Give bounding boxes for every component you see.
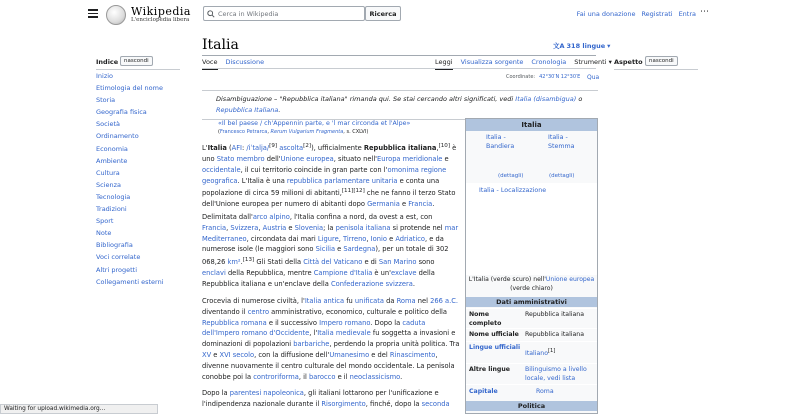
flag-details-link[interactable]: (dettagli) xyxy=(498,173,524,179)
infobox-row xyxy=(466,328,597,341)
appearance-divider xyxy=(614,69,698,70)
coordinates-map-link[interactable]: Qua xyxy=(587,74,600,81)
toc-divider xyxy=(96,69,180,70)
infobox-row xyxy=(466,363,597,384)
language-icon: 文A xyxy=(553,42,565,50)
page-title: Italia xyxy=(202,37,239,53)
row-value-link[interactable]: Bilinguismo a livello locale, vedi lista xyxy=(525,366,587,382)
intro-paragraph-4: Dopo la parentesi napoleonica, gli italiani lottarono per l'unificazione e l'indipendenza nazionale durante il Risorgimento, finché, dopo la seconda xyxy=(202,389,450,408)
row-key-link[interactable]: Capitale xyxy=(469,388,498,395)
capital-link[interactable]: Roma xyxy=(536,388,554,395)
row-value: Italiano[1] xyxy=(525,348,556,358)
languages-button[interactable] xyxy=(553,41,610,50)
quote-ref: s. CXLVI xyxy=(346,129,367,135)
infobox xyxy=(465,118,598,414)
hatnote-text: Disambiguazione – "Repubblica italiana" rimanda qui. Se stai cercando altri significati, vedi xyxy=(216,95,514,103)
toc-item[interactable]: Società xyxy=(96,120,121,129)
logo-tagline: L'enciclopedia libera xyxy=(131,17,190,23)
more-options-icon[interactable]: ⋯ xyxy=(700,7,709,17)
chevron-down-icon: ▾ xyxy=(607,41,611,50)
search-button[interactable]: Ricerca xyxy=(365,6,401,21)
toc-item[interactable]: Tradizioni xyxy=(96,205,127,214)
flag-link[interactable]: Italia - Bandiera xyxy=(486,134,515,150)
italian-language-link[interactable]: Italiano xyxy=(525,350,548,358)
row-key: Nome completo xyxy=(469,311,502,327)
toc-item[interactable]: Sport xyxy=(96,217,114,226)
tab-read[interactable]: Leggi xyxy=(435,58,453,70)
details-label: dettagli xyxy=(500,173,522,179)
toc-item[interactable]: Cultura xyxy=(96,168,120,177)
toc-list xyxy=(96,72,164,290)
search-box[interactable] xyxy=(203,6,365,21)
coordinates-label: Coordinate: xyxy=(506,74,536,80)
hatnote-text: o xyxy=(578,95,583,103)
toc-hide-button[interactable]: nascondi xyxy=(120,56,153,66)
coordinates xyxy=(506,74,580,80)
row-value: Repubblica italiana xyxy=(525,311,585,318)
infobox-title: Italia xyxy=(466,119,597,131)
intro-paragraph-1: L'Italia (AFI: /iˈtalja/[9] ascolta[2]), ufficialmente Repubblica italiana,[10] è uno Stato membro dell'Unione europea, situato nell'Europa meridionale e occidentale, il cui territorio coincide in gran parte con l'omonima regione geografica. L'Italia è una repubblica parlamentare unitaria e conta una popolazione di circa 59 milioni di abitanti,[11][12] che ne fanno il terzo Stato dell'Unione europea per numero di abitanti dopo Germania e Francia. xyxy=(202,143,457,209)
toc-item[interactable]: Altri progetti xyxy=(96,265,138,274)
caption-text: L'Italia (verde scuro) nell' xyxy=(468,276,546,283)
toc-item[interactable]: Economia xyxy=(96,144,128,153)
row-key-link[interactable]: Lingue ufficiali xyxy=(469,344,521,351)
quote-author-link[interactable]: Francesco Petrarca xyxy=(219,129,268,135)
tabs-divider xyxy=(202,68,596,69)
locator-map-label[interactable]: Italia - Localizzazione xyxy=(479,187,547,194)
quote-source: (Francesco Petrarca, Rerum Vulgarium Fragmenta, s. CXLVI) xyxy=(218,129,369,135)
tab-article[interactable]: Voce xyxy=(202,58,218,70)
emblem-link[interactable]: Italia - Stemma xyxy=(548,134,575,150)
infobox-section-politics: Politica xyxy=(466,401,597,411)
caption-eu-link[interactable]: Unione europea xyxy=(545,276,595,283)
tab-history[interactable]: Cronologia xyxy=(531,58,567,66)
toc-item[interactable]: Note xyxy=(96,229,112,238)
toc-item[interactable]: Ordinamento xyxy=(96,132,139,141)
appearance-hide-button[interactable]: nascondi xyxy=(645,56,678,66)
infobox-row xyxy=(466,341,597,363)
title-divider xyxy=(202,55,596,56)
quote-text[interactable]: «Il bel paese / ch'Appennin parte, e 'l mar circonda et l'Alpe» xyxy=(218,120,411,127)
petrarca-quote xyxy=(218,119,410,137)
browser-status-bar: Waiting for upload.wikimedia.org... xyxy=(0,404,158,414)
toc-title: Indice xyxy=(96,58,119,66)
quote-work-link[interactable]: Rerum Vulgarium Fragmenta xyxy=(270,129,344,135)
chevron-down-icon: ▾ xyxy=(608,58,612,66)
create-account-link[interactable]: Registrati xyxy=(641,10,673,18)
user-links xyxy=(577,10,696,18)
infobox-row xyxy=(466,308,597,328)
languages-count: 318 lingue xyxy=(566,41,606,50)
search-icon xyxy=(207,10,215,18)
toc-item[interactable]: Tecnologia xyxy=(96,192,131,201)
toc-item[interactable]: Scienza xyxy=(96,180,122,189)
row-key: Nome ufficiale xyxy=(469,331,519,338)
intro-paragraph-3: Crocevia di numerose civiltà, l'Italia antica fu unificata da Roma nel 266 a.C. diventando il centro amministrativo, economico, culturale e politico della Repubblica romana e il successivo Impero romano. Dopo la caduta dell'Impero romano d'Occidente, l'Italia medievale fu soggetta a invasioni e dominazioni di popolazioni barbariche, perdendo la propria unità politica. Tra XV e XVI secolo, con la diffusione dell'Umanesimo e del Rinascimento, divenne nuovamente il centro culturale del mondo occidentale. La penisola conobbe poi la controriforma, il barocco e il neoclassicismo. xyxy=(202,297,460,381)
toc-item[interactable]: Ambiente xyxy=(96,156,128,165)
search-input[interactable] xyxy=(218,10,358,18)
locator-map[interactable] xyxy=(466,183,597,275)
appearance-title: Aspetto xyxy=(614,58,643,66)
tools-label: Strumenti xyxy=(574,58,607,66)
infobox-section-admin: Dati amministrativi xyxy=(466,297,597,307)
hatnote-link-repubblica[interactable]: Repubblica Italiana xyxy=(216,106,279,114)
toc-item[interactable]: Voci correlate xyxy=(96,253,141,262)
details-label: dettagli xyxy=(551,173,573,179)
caption-text: (verde chiaro) xyxy=(510,284,553,292)
emblem-details-link[interactable]: (dettagli) xyxy=(549,173,575,179)
toc-item[interactable]: Bibliografia xyxy=(96,241,133,250)
toc-item[interactable]: Collegamenti esterni xyxy=(96,277,164,286)
row-value: Repubblica italiana xyxy=(525,331,585,338)
toc-item[interactable]: Geografia fisica xyxy=(96,108,147,117)
toc-item[interactable]: Inizio xyxy=(96,72,114,80)
map-caption xyxy=(466,276,597,293)
logo-title[interactable]: Wikipedia xyxy=(131,5,191,18)
wikipedia-globe-logo[interactable] xyxy=(106,5,126,25)
row-key: Altre lingue xyxy=(469,366,510,373)
infobox-row xyxy=(466,384,597,401)
toc-item[interactable]: Etimologia del nome xyxy=(96,84,163,93)
toc-item[interactable]: Storia xyxy=(96,96,116,105)
tab-talk[interactable]: Discussione xyxy=(225,58,265,66)
donate-link[interactable]: Fai una donazione xyxy=(576,10,636,18)
coordinates-value[interactable]: 42°30′N 12°30′E xyxy=(539,74,581,80)
login-link[interactable]: Entra xyxy=(678,10,696,18)
main-menu-icon[interactable] xyxy=(88,9,98,20)
disambiguation-hatnote: Disambiguazione – "Repubblica italiana" rimanda qui. Se stai cercando altri significati, vedi Italia (disambigua) o Repubblica Italiana. xyxy=(202,90,598,120)
hatnote-link-disambigua[interactable]: Italia (disambigua) xyxy=(515,95,577,103)
tab-view-source[interactable]: Visualizza sorgente xyxy=(460,58,524,66)
intro-paragraph-2: Delimitata dall'arco alpino, l'Italia confina a nord, da ovest a est, con Francia, Svizzera, Austria e Slovenia; la penisola italiana si protende nel mar Mediterraneo, circondata dai mari Ligure, Tirreno, Ionio e Adriatico, e da numerose isole (le maggiori sono Sicilia e Sardegna), per un totale di 302 068,26 km².[13] Gli Stati della Città del Vaticano e di San Marino sono enclavi della Repubblica, mentre Campione d'Italia è un'exclave della Repubblica italiana e un'enclave della Confederazione svizzera. xyxy=(202,213,459,289)
